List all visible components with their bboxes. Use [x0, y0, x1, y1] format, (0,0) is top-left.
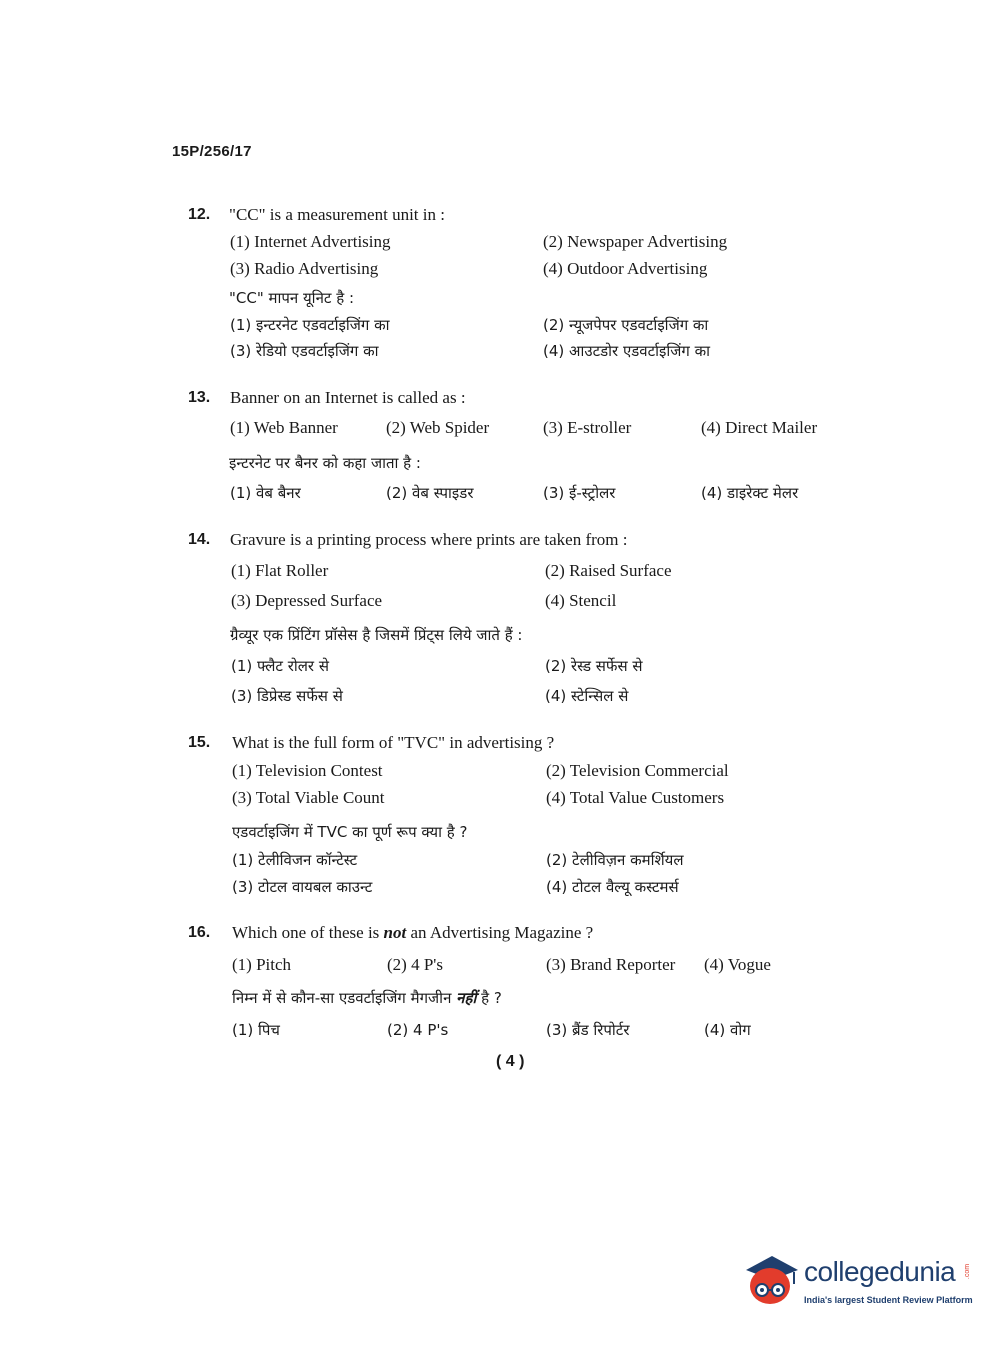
question-text: Banner on an Internet is called as : [230, 388, 466, 407]
option-2: (2) Web Spider [386, 418, 490, 437]
option-1: (1) Television Contest [232, 761, 383, 780]
option-1-hindi: (1) इन्टरनेट एडवर्टाइजिंग का [230, 316, 390, 334]
option-4-hindi: (4) आउटडोर एडवर्टाइजिंग का [543, 342, 711, 360]
option-4: (4) Stencil [545, 591, 617, 610]
option-4-hindi: (4) टोटल वैल्यू कस्टमर्स [546, 878, 679, 896]
question-number: 12. [188, 206, 211, 223]
question-number: 15. [188, 734, 211, 751]
option-2-hindi: (2) 4 P's [387, 1021, 449, 1039]
option-4: (4) Outdoor Advertising [543, 259, 708, 278]
option-3: (3) Radio Advertising [230, 259, 379, 278]
option-2: (2) Raised Surface [545, 561, 672, 580]
option-3-hindi: (3) ई-स्ट्रोलर [543, 484, 616, 502]
option-4-hindi: (4) डाइरेक्ट मेलर [701, 484, 799, 502]
option-1-hindi: (1) वेब बैनर [230, 484, 301, 502]
option-2-hindi: (2) न्यूजपेपर एडवर्टाइजिंग का [543, 316, 709, 334]
option-3-hindi: (3) डिप्रेस्ड सर्फेस से [231, 687, 343, 705]
option-2-hindi: (2) रेस्ड सर्फेस से [545, 657, 643, 675]
option-4-hindi: (4) स्टेन्सिल से [545, 687, 629, 705]
option-1: (1) Web Banner [230, 418, 338, 437]
option-1-hindi: (1) पिच [232, 1021, 280, 1039]
option-2: (2) 4 P's [387, 955, 443, 974]
brand-tagline: India's largest Student Review Platform [804, 1295, 973, 1305]
question-text-hindi: ग्रैव्यूर एक प्रिंटिंग प्रॉसेस है जिसमें प्रिंट्स लिये जाते हैं : [230, 626, 523, 644]
option-1-hindi: (1) टेलीविजन कॉन्टेस्ट [232, 851, 358, 869]
question-text: Gravure is a printing process where prints are taken from : [230, 530, 628, 549]
option-2-hindi: (2) टेलीविज़न कमर्शियल [546, 851, 684, 869]
collegedunia-logo [742, 1250, 972, 1310]
option-3-hindi: (3) रेडियो एडवर्टाइजिंग का [230, 342, 379, 360]
question-text-hindi: एडवर्टाइजिंग में TVC का पूर्ण रूप क्या है ? [232, 823, 468, 841]
question-text: Which one of these is not an Advertising Magazine ? [232, 923, 594, 942]
option-2-hindi: (2) वेब स्पाइडर [386, 484, 474, 502]
option-3: (3) Total Viable Count [232, 788, 385, 807]
mascot-icon [742, 1250, 802, 1310]
option-3-hindi: (3) टोटल वायबल काउन्ट [232, 878, 373, 896]
option-1: (1) Pitch [232, 955, 292, 974]
option-2: (2) Newspaper Advertising [543, 232, 728, 251]
option-4: (4) Vogue [704, 955, 771, 974]
question-number: 14. [188, 531, 211, 548]
option-3-hindi: (3) ब्रैंड रिपोर्टर [546, 1021, 630, 1039]
paper-code: 15P/256/17 [172, 143, 252, 160]
question-text: What is the full form of "TVC" in advertising ? [232, 733, 555, 752]
brand-name: collegedunia [804, 1256, 956, 1287]
option-1-hindi: (1) फ्लैट रोलर से [231, 657, 329, 675]
brand-dotcom: .com [964, 1263, 972, 1280]
option-3: (3) Depressed Surface [231, 591, 383, 610]
question-text-hindi: "CC" मापन यूनिट है : [229, 289, 355, 307]
question-text-hindi: निम्न में से कौन-सा एडवर्टाइजिंग मैगजीन नहीं है ? [232, 989, 502, 1007]
option-1: (1) Internet Advertising [230, 232, 391, 251]
question-text-hindi: इन्टरनेट पर बैनर को कहा जाता है : [229, 454, 421, 472]
option-4-hindi: (4) वोग [704, 1021, 751, 1039]
question-number: 13. [188, 389, 211, 406]
option-2: (2) Television Commercial [546, 761, 729, 780]
option-4: (4) Total Value Customers [546, 788, 725, 807]
question-number: 16. [188, 924, 211, 941]
question-text: "CC" is a measurement unit in : [229, 205, 445, 224]
page-number: ( 4 ) [496, 1053, 525, 1070]
option-3: (3) E-stroller [543, 418, 632, 437]
option-3: (3) Brand Reporter [546, 955, 676, 974]
option-4: (4) Direct Mailer [701, 418, 818, 437]
option-1: (1) Flat Roller [231, 561, 329, 580]
